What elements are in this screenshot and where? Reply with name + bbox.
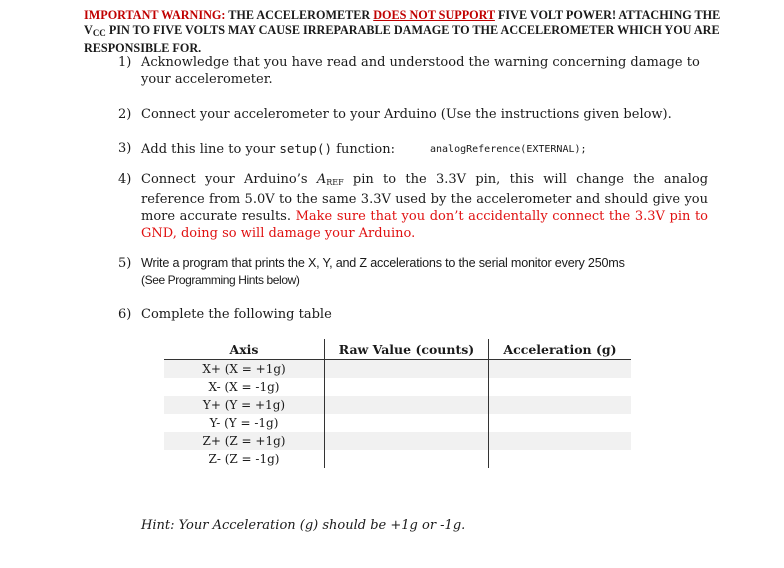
table-row bbox=[164, 396, 631, 414]
raw-value-cell[interactable] bbox=[325, 414, 489, 432]
table-row bbox=[164, 378, 631, 396]
step-text: function: bbox=[336, 142, 395, 157]
step-text: Acknowledge that you have read and understood the warning concerning damage to your accelerometer. bbox=[141, 55, 700, 87]
vcc-subscript: CC bbox=[92, 28, 106, 38]
step-text: Add this line to your bbox=[141, 142, 276, 157]
warning-text-3: PIN TO FIVE VOLTS MAY CAUSE IRREPARABLE DAMAGE TO THE ACCELEROMETER WHICH YOU ARE RESPONSIBLE FOR. bbox=[84, 23, 720, 55]
raw-value-cell[interactable] bbox=[325, 432, 489, 450]
gnd-warning: Make sure that you don’t accidentally connect the 3.3V pin to GND, doing so will damage your Arduino. bbox=[141, 209, 709, 241]
step-text: Connect your accelerometer to your Arduino (Use the instructions given below). bbox=[141, 107, 672, 122]
safety-warning bbox=[84, 8, 724, 56]
step-number: 6) bbox=[118, 307, 132, 322]
warning-text-1: THE ACCELEROMETER bbox=[228, 8, 371, 22]
step-4 bbox=[118, 171, 708, 242]
step-number: 5) bbox=[118, 256, 132, 271]
axis-cell: Z- (Z = -1g) bbox=[164, 450, 325, 468]
step-number: 1) bbox=[118, 55, 132, 70]
table-row bbox=[164, 432, 631, 450]
table-row bbox=[164, 450, 631, 468]
step-number: 2) bbox=[118, 107, 132, 122]
axis-cell: Y+ (Y = +1g) bbox=[164, 396, 325, 414]
step-3 bbox=[118, 140, 708, 158]
acceleration-cell[interactable] bbox=[489, 432, 632, 450]
acceleration-cell[interactable] bbox=[489, 360, 632, 379]
header-raw-value: Raw Value (counts) bbox=[325, 339, 489, 360]
analog-reference-code: analogReference(EXTERNAL); bbox=[430, 144, 587, 155]
step-number: 3) bbox=[118, 141, 132, 156]
acceleration-cell[interactable] bbox=[489, 396, 632, 414]
raw-value-cell[interactable] bbox=[325, 360, 489, 379]
axis-cell: X+ (X = +1g) bbox=[164, 360, 325, 379]
hint-text: Hint: Your Acceleration (g) should be +1g or -1g. bbox=[141, 518, 466, 533]
aref-pin: $A_{REF}$ bbox=[316, 172, 344, 187]
setup-code: setup() bbox=[279, 141, 333, 156]
acceleration-cell[interactable] bbox=[489, 378, 632, 396]
step-text: Write a program that prints the X, Y, and Z accelerations to the serial monitor every 250ms bbox=[141, 256, 625, 270]
step-number: 4) bbox=[118, 172, 132, 187]
step-5 bbox=[118, 255, 708, 289]
step-6 bbox=[118, 306, 708, 323]
header-axis: Axis bbox=[164, 339, 325, 360]
acceleration-cell[interactable] bbox=[489, 414, 632, 432]
table-row bbox=[164, 360, 631, 379]
table-header-row bbox=[164, 339, 631, 360]
step-text: Complete the following table bbox=[141, 307, 332, 322]
raw-value-cell[interactable] bbox=[325, 396, 489, 414]
axis-cell: X- (X = -1g) bbox=[164, 378, 325, 396]
acceleration-table bbox=[164, 339, 631, 468]
axis-cell: Z+ (Z = +1g) bbox=[164, 432, 325, 450]
step-text: pin to the 3.3V pin, this will change the analog reference from 5.0V to the same 3.3V used by the accelerometer and should give you more accurate results. bbox=[141, 172, 709, 224]
raw-value-cell[interactable] bbox=[325, 378, 489, 396]
step-2 bbox=[118, 106, 708, 123]
header-acceleration: Acceleration (g) bbox=[489, 339, 632, 360]
programming-hints-note: (See Programming Hints below) bbox=[141, 273, 300, 287]
table-row bbox=[164, 414, 631, 432]
raw-value-cell[interactable] bbox=[325, 450, 489, 468]
warning-text-2: FIVE VOLT POWER! ATTACHING THE V bbox=[84, 8, 721, 37]
step-text: Connect your Arduino’s bbox=[141, 172, 308, 187]
axis-cell: Y- (Y = -1g) bbox=[164, 414, 325, 432]
acceleration-cell[interactable] bbox=[489, 450, 632, 468]
step-1 bbox=[118, 54, 708, 88]
warning-prefix: IMPORTANT WARNING: bbox=[84, 8, 226, 22]
warning-not-support: DOES NOT SUPPORT bbox=[373, 8, 495, 22]
